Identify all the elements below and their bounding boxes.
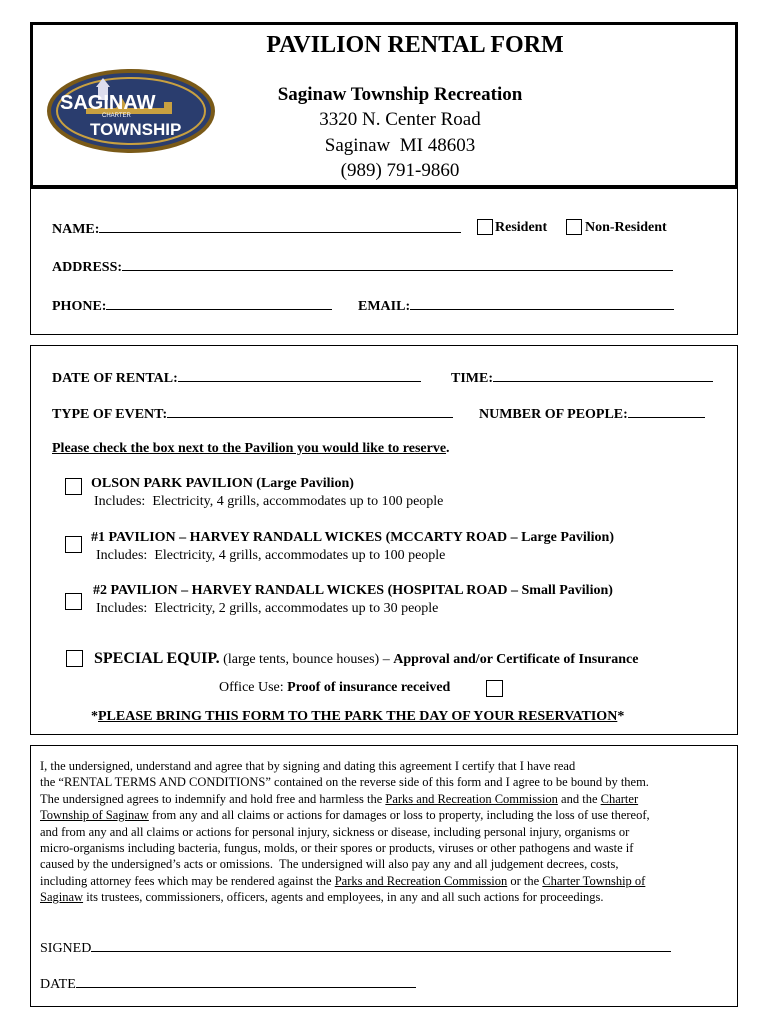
name-label: NAME: — [52, 222, 100, 237]
agreement-date-label: DATE — [40, 977, 76, 992]
pavilion-name-hospital: #2 PAVILION – HARVEY RANDALL WICKES (HOSPITAL ROAD – Small Pavilion) — [93, 583, 613, 598]
signed-label: SIGNED — [40, 941, 92, 956]
parks-commission-link-2: Parks and Recreation Commission — [334, 873, 508, 888]
people-row — [479, 405, 705, 423]
office-proof-label: Proof of insurance received — [287, 680, 451, 695]
email-field[interactable] — [410, 297, 674, 310]
pavilion-instruction: Please check the box next to the Pavilion you would like to reserve — [52, 441, 447, 456]
agreement-line-8: including attorney fees which may be rendered against the Parks and Recreation Commission or the Charter Township of — [40, 873, 646, 888]
charter-township-link: Township of Saginaw — [40, 808, 149, 823]
name-row — [52, 220, 461, 238]
township-logo — [46, 68, 216, 154]
agreement-line-2: the “RENTAL TERMS AND CONDITIONS” contained on the reverse side of this form and I agree to be bound by them. — [40, 775, 649, 790]
date-row — [52, 369, 421, 387]
signed-row — [40, 939, 671, 957]
special-equip-row — [94, 650, 638, 668]
agreement-line-9: Saginaw its trustees, commissioners, officers, agents and employees, in any and all such actions for proceedings. — [40, 890, 604, 905]
agreement-line-5: and from any and all claims or actions for personal injury, sickness or disease, including personal injury, organisms or — [40, 824, 630, 839]
agreement-date-row — [40, 975, 416, 993]
phone-field[interactable] — [106, 297, 332, 310]
signature-field[interactable] — [91, 939, 671, 952]
pavilion-includes-hospital: Includes: Electricity, 2 grills, accommodates up to 30 people — [96, 601, 439, 616]
time-label: TIME: — [451, 371, 493, 386]
resident-checkbox[interactable] — [477, 219, 493, 235]
people-label: NUMBER OF PEOPLE: — [479, 407, 628, 422]
agreement-text — [40, 758, 730, 906]
nonresident-checkbox[interactable] — [566, 219, 582, 235]
org-name: Saginaw Township Recreation — [277, 84, 523, 105]
org-city: Saginaw MI 48603 — [324, 135, 476, 156]
office-proof-checkbox[interactable] — [486, 680, 503, 697]
address-row — [52, 258, 673, 276]
org-phone: (989) 791-9860 — [340, 160, 460, 181]
pavilion-checkbox-mccarty[interactable] — [65, 536, 82, 553]
form-title: PAVILION RENTAL FORM — [266, 32, 564, 58]
event-label: TYPE OF EVENT: — [52, 407, 168, 422]
office-use-row — [219, 680, 450, 696]
event-field[interactable] — [167, 405, 453, 418]
name-field[interactable] — [99, 220, 461, 233]
email-label: EMAIL: — [358, 299, 411, 314]
date-field[interactable] — [178, 369, 421, 382]
agreement-line-3: The undersigned agrees to indemnify and hold free and harmless the Parks and Recreation Commission and the Charter — [40, 791, 639, 806]
pavilion-instruction-row: Please check the box next to the Pavilion you would like to reserve. — [52, 441, 450, 456]
pavilion-includes-olson: Includes: Electricity, 4 grills, accommodates up to 100 people — [94, 494, 444, 509]
office-use-label: Office Use: — [219, 680, 284, 695]
time-field[interactable] — [493, 369, 713, 382]
logo-text-top: SAGINAW — [60, 92, 156, 114]
event-row — [52, 405, 453, 423]
bring-notice: PLEASE BRING THIS FORM TO THE PARK THE DAY OF YOUR RESERVATION — [98, 709, 618, 724]
date-label: DATE OF RENTAL: — [52, 371, 178, 386]
resident-label: Resident — [495, 220, 548, 235]
saginaw-link: Saginaw — [40, 890, 84, 905]
pavilion-includes-mccarty: Includes: Electricity, 4 grills, accommodates up to 100 people — [96, 548, 446, 563]
time-row — [451, 369, 713, 387]
agreement-date-field[interactable] — [76, 975, 416, 988]
logo-text-bottom: TOWNSHIP — [90, 120, 182, 139]
phone-row — [52, 297, 332, 315]
pavilion-checkbox-olson[interactable] — [65, 478, 82, 495]
agreement-line-6: micro-organisms including bacteria, fungus, molds, or their spores or products, viruses or other pathogens and waste if — [40, 841, 634, 856]
special-equip-checkbox[interactable] — [66, 650, 83, 667]
org-street: 3320 N. Center Road — [319, 109, 481, 130]
pavilion-checkbox-hospital[interactable] — [65, 593, 82, 610]
parks-commission-link: Parks and Recreation Commission — [385, 791, 558, 806]
address-label: ADDRESS: — [52, 260, 123, 275]
charter-township-link-2: Charter Township of — [542, 873, 646, 888]
address-field[interactable] — [122, 258, 673, 271]
email-row — [358, 297, 674, 315]
agreement-line-4: Township of Saginaw from any and all claims or actions for damages or loss to property, including the loss of use thereof, — [40, 808, 650, 823]
bring-notice-row: *PLEASE BRING THIS FORM TO THE PARK THE DAY OF YOUR RESERVATION* — [91, 709, 625, 724]
special-equip-detail: (large tents, bounce houses) – — [223, 652, 390, 667]
nonresident-label: Non-Resident — [585, 220, 667, 235]
pavilion-name-olson: OLSON PARK PAVILION (Large Pavilion) — [91, 476, 354, 491]
people-field[interactable] — [628, 405, 705, 418]
pavilion-name-mccarty: #1 PAVILION – HARVEY RANDALL WICKES (MCCARTY ROAD – Large Pavilion) — [91, 530, 615, 545]
agreement-line-7: caused by the undersigned’s acts or omissions. The undersigned will also pay any and all judgement decrees, costs, — [40, 857, 619, 872]
charter-link: Charter — [600, 791, 639, 806]
phone-label: PHONE: — [52, 299, 107, 314]
agreement-line-1: I, the undersigned, understand and agree that by signing and dating this agreement I certify that I have read — [40, 759, 576, 773]
special-equip-requirement: Approval and/or Certificate of Insurance — [393, 652, 639, 667]
special-equip-title: SPECIAL EQUIP. — [94, 650, 220, 667]
logo-text-middle: CHARTER — [102, 113, 131, 119]
